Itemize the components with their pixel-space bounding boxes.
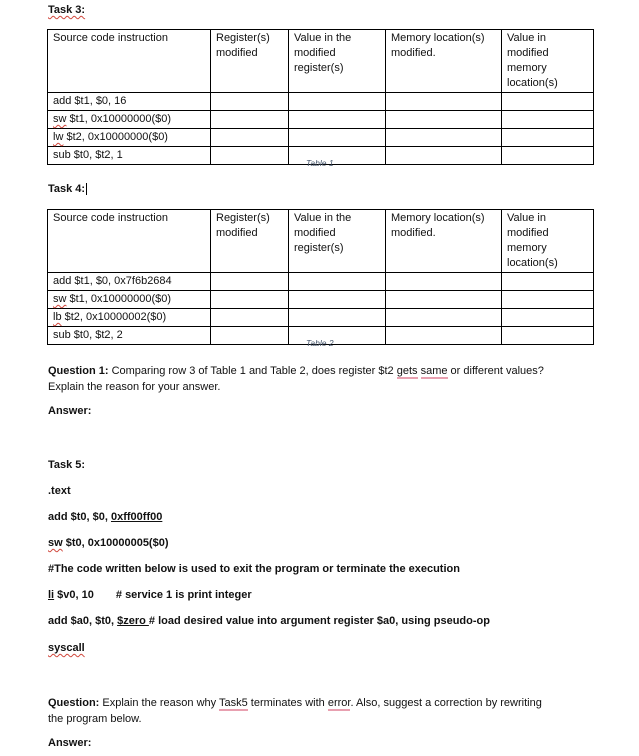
code-line-1: add $t0, $0, 0xff00ff00	[48, 511, 163, 523]
question-2: Question: Explain the reason why Task5 terminates with error. Also, suggest a correction by rewriting the program below.	[48, 697, 542, 725]
table-cell[interactable]	[386, 309, 502, 327]
task4-title: Task 4:	[48, 183, 90, 195]
question-1: Question 1: Comparing row 3 of Table 1 and Table 2, does register $t2 gets same or different values? Explain the reason for your answer.	[48, 365, 544, 393]
table-cell[interactable]	[386, 291, 502, 309]
table-cell[interactable]	[502, 309, 594, 327]
table-cell[interactable]	[502, 111, 594, 129]
table-cell[interactable]: sw $t1, 0x10000000($0)	[48, 111, 211, 129]
header-register: Register(s) modified	[211, 30, 289, 93]
header-value-memory: Value in modified memory location(s)	[502, 210, 594, 273]
code-line-2: sw $t0, 0x10000005($0)	[48, 537, 169, 549]
table-cell[interactable]	[386, 147, 502, 165]
table-cell[interactable]: add $t1, $0, 0x7f6b2684	[48, 273, 211, 291]
table-2-header-row	[48, 210, 594, 273]
table-cell[interactable]: add $t1, $0, 16	[48, 93, 211, 111]
header-value-register: Value in the modified register(s)	[289, 210, 386, 273]
table-cell[interactable]	[211, 309, 289, 327]
header-register: Register(s) modified	[211, 210, 289, 273]
task3-title: Task 3:	[48, 4, 86, 16]
table-cell[interactable]	[289, 93, 386, 111]
code-line-5: syscall	[48, 642, 85, 654]
table-row	[48, 273, 594, 291]
table-cell[interactable]	[211, 327, 289, 345]
table-cell[interactable]	[211, 129, 289, 147]
table-row	[48, 291, 594, 309]
code-line-4: add $a0, $t0, $zero # load desired value into argument register $a0, using pseudo-op	[48, 615, 490, 627]
table-cell[interactable]	[289, 291, 386, 309]
table-cell[interactable]	[289, 111, 386, 129]
table-cell[interactable]: sub $t0, $t2, 1	[48, 147, 211, 165]
table-cell[interactable]	[386, 129, 502, 147]
table-cell[interactable]	[502, 129, 594, 147]
table-cell[interactable]	[502, 291, 594, 309]
table-1-caption: Table 1	[306, 158, 334, 168]
table-1-header-row	[48, 30, 594, 93]
table-cell[interactable]	[211, 111, 289, 129]
table-cell[interactable]: lw $t2, 0x10000000($0)	[48, 129, 211, 147]
table-cell[interactable]: sw $t1, 0x10000000($0)	[48, 291, 211, 309]
table-cell[interactable]	[289, 273, 386, 291]
table-cell[interactable]	[502, 147, 594, 165]
table-cell[interactable]: lb $t2, 0x10000002($0)	[48, 309, 211, 327]
text-directive: .text	[48, 485, 71, 497]
table-row	[48, 111, 594, 129]
header-memory: Memory location(s) modified.	[386, 30, 502, 93]
table-cell[interactable]	[289, 129, 386, 147]
table-row	[48, 93, 594, 111]
answer-1-label: Answer:	[48, 405, 92, 417]
table-2	[47, 209, 594, 345]
table-cell[interactable]	[211, 273, 289, 291]
table-cell[interactable]	[211, 147, 289, 165]
table-cell[interactable]	[289, 147, 386, 165]
table-cell[interactable]	[289, 327, 386, 345]
answer-2-label: Answer:	[48, 737, 92, 749]
task5-title: Task 5:	[48, 459, 86, 471]
header-value-memory: Value in modified memory location(s)	[502, 30, 594, 93]
table-cell[interactable]	[289, 309, 386, 327]
table-cell[interactable]	[502, 327, 594, 345]
table-cell[interactable]	[386, 273, 502, 291]
table-row	[48, 129, 594, 147]
table-row	[48, 309, 594, 327]
table-cell[interactable]	[211, 291, 289, 309]
header-source: Source code instruction	[48, 30, 211, 93]
table-cell[interactable]	[386, 327, 502, 345]
header-value-register: Value in the modified register(s)	[289, 30, 386, 93]
table-1	[47, 29, 594, 165]
table-cell[interactable]	[211, 93, 289, 111]
table-cell[interactable]	[502, 93, 594, 111]
table-cell[interactable]	[502, 273, 594, 291]
table-cell[interactable]: sub $t0, $t2, 2	[48, 327, 211, 345]
table-cell[interactable]	[386, 93, 502, 111]
table-2-caption: Table 2	[306, 338, 334, 348]
code-line-3: li $v0, 10 # service 1 is print integer	[48, 589, 252, 601]
header-source: Source code instruction	[48, 210, 211, 273]
code-comment: #The code written below is used to exit the program or terminate the execution	[48, 563, 460, 575]
header-memory: Memory location(s) modified.	[386, 210, 502, 273]
table-cell[interactable]	[386, 111, 502, 129]
